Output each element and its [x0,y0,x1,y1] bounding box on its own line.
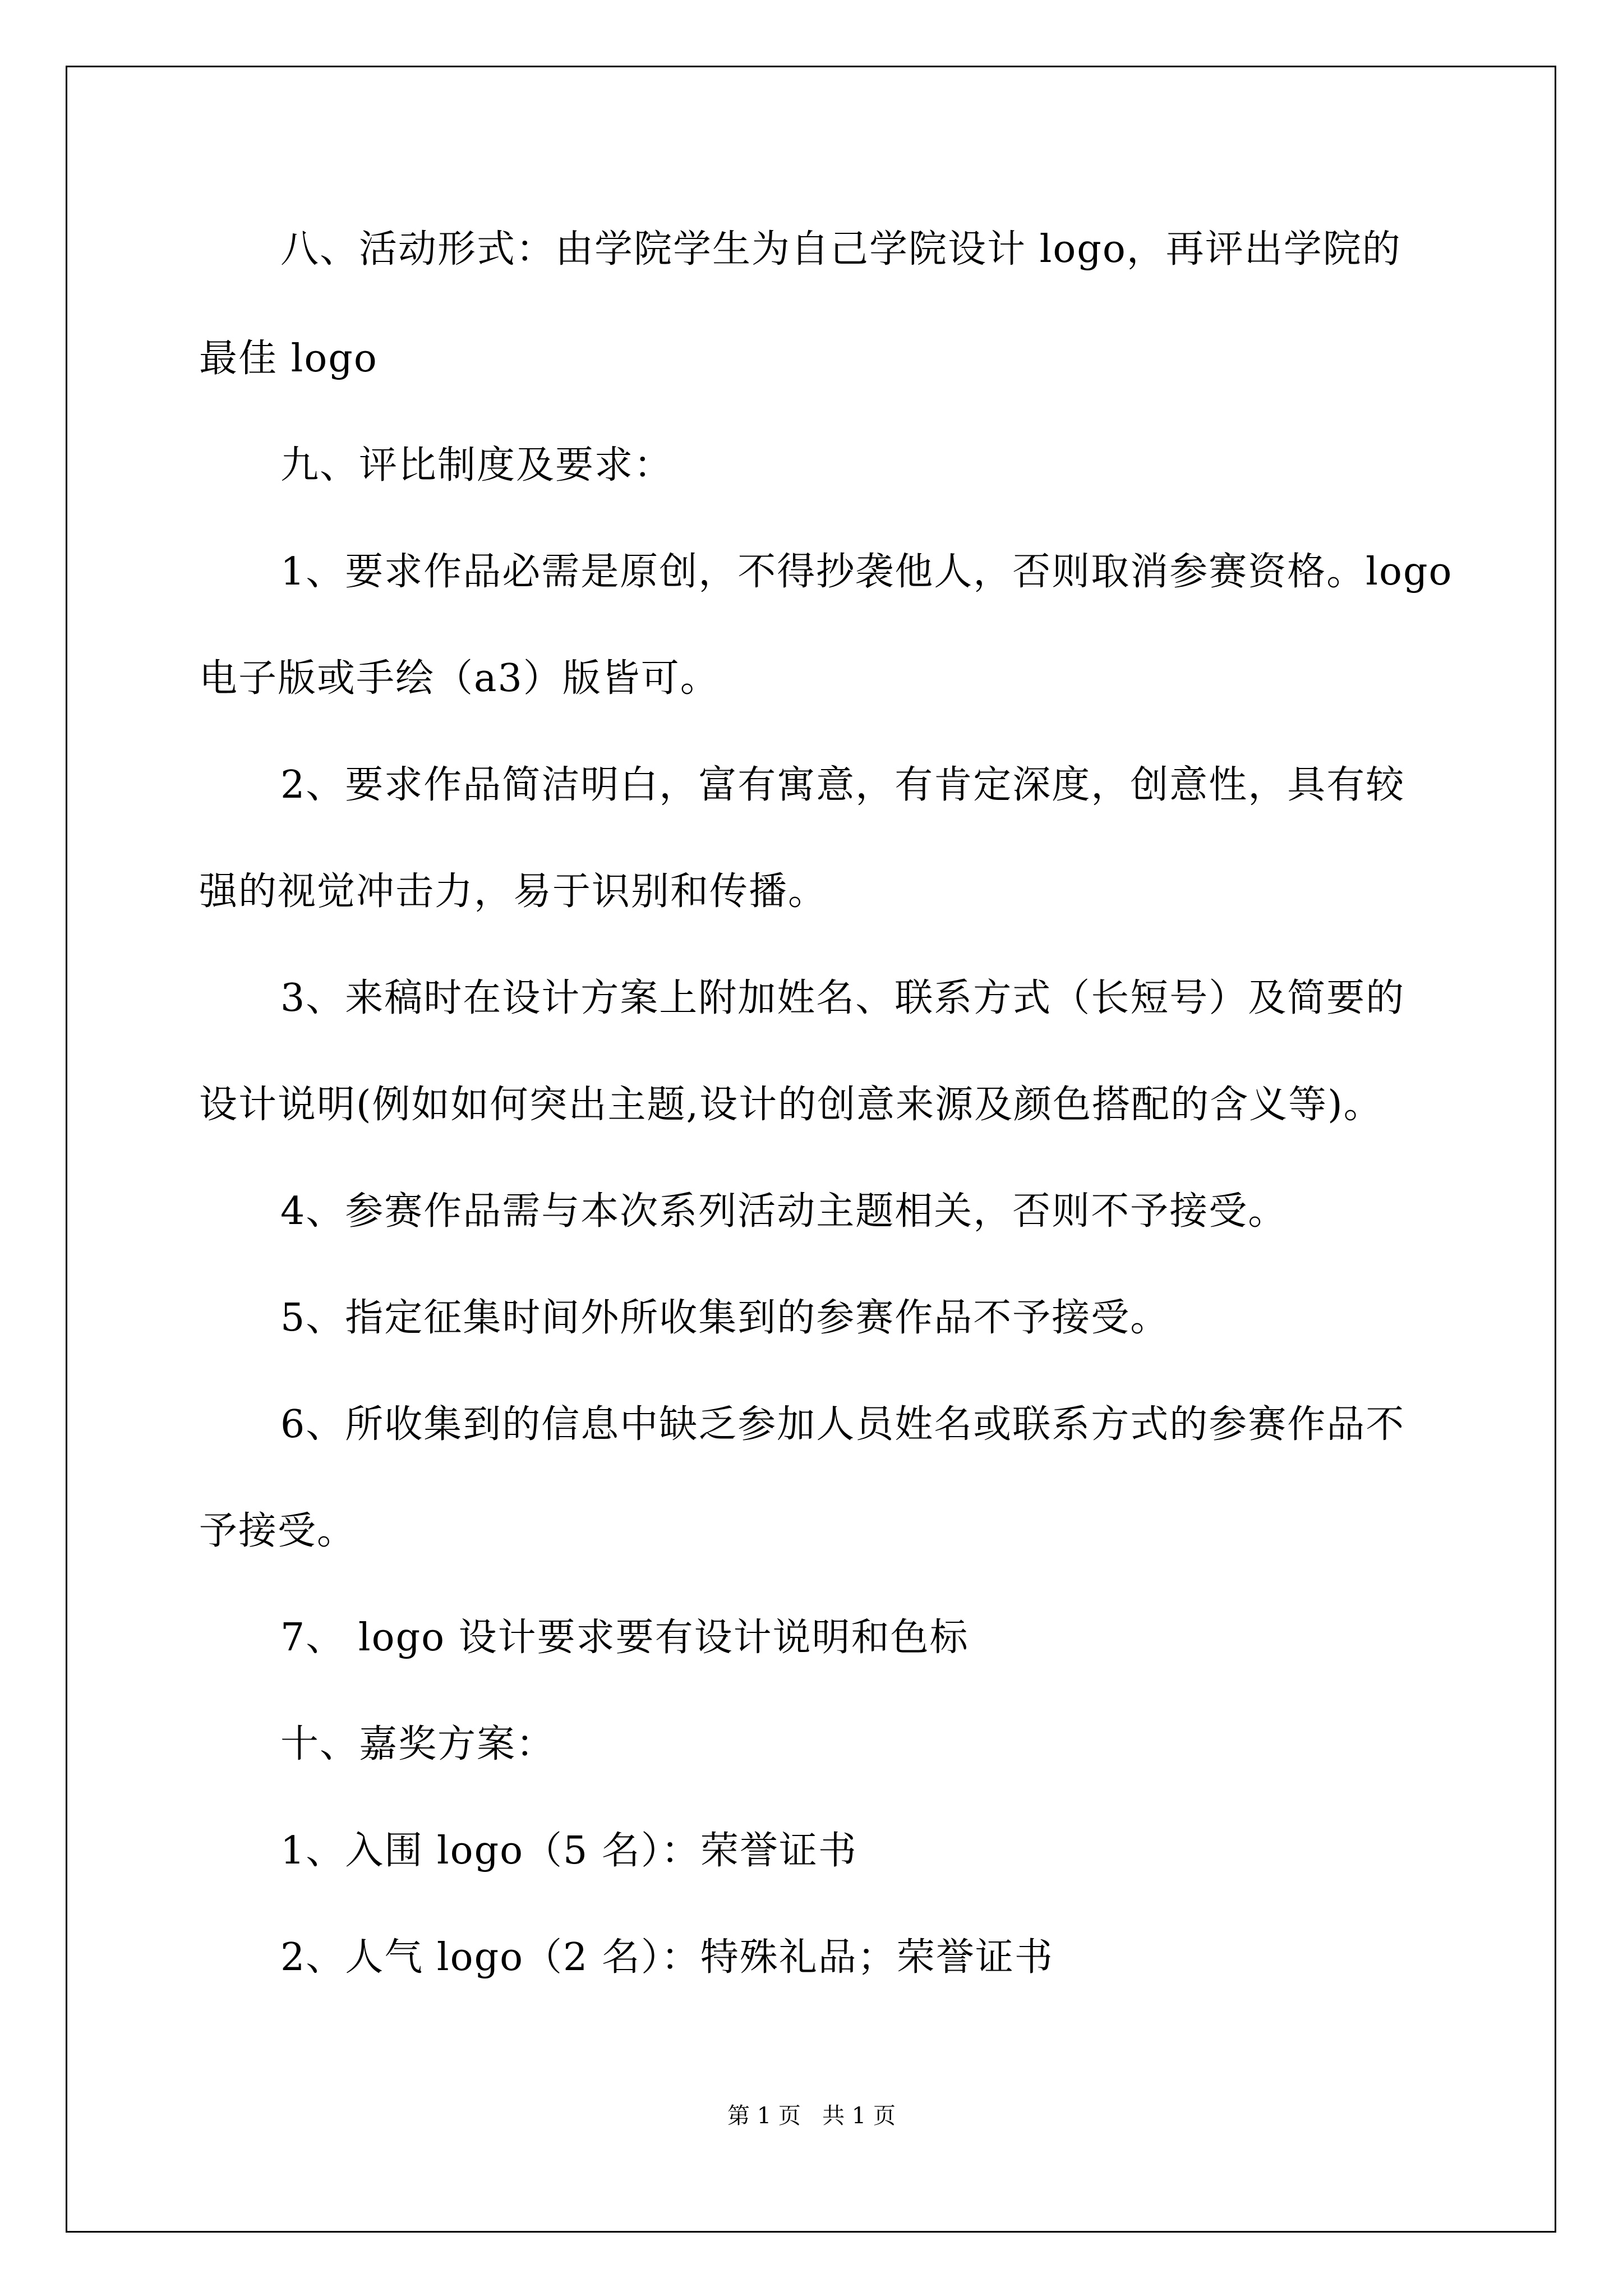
paragraph-line: 强的视觉冲击力，易于识别和传播。 [199,869,828,914]
paragraph-line: 2、人气 logo（2 名）：特殊礼品；荣誉证书 [280,1935,1054,1980]
section-heading: 九、评比制度及要求： [280,443,674,487]
paragraph-line: 1、要求作品必需是原创，不得抄袭他人，否则取消参赛资格。logo [280,550,1453,594]
paragraph-line: 7、 logo 设计要求要有设计说明和色标 [280,1616,969,1660]
paragraph-line: 6、所收集到的信息中缺乏参加人员姓名或联系方式的参赛作品不 [280,1402,1405,1447]
paragraph-line: 八、活动形式：由学院学生为自己学院设计 logo，再评出学院的 [280,227,1401,272]
paragraph-line: 1、入围 logo（5 名）：荣誉证书 [280,1829,857,1873]
paragraph-line: 最佳 logo [199,337,378,381]
paragraph-line: 予接受。 [199,1509,357,1553]
section-heading: 十、嘉奖方案： [280,1722,556,1766]
paragraph-line: 4、参赛作品需与本次系列活动主题相关，否则不予接受。 [280,1189,1288,1234]
paragraph-line: 3、来稿时在设计方案上附加姓名、联系方式（长短号）及简要的 [280,976,1405,1020]
page-footer: 第 1 页 共 1 页 [727,2103,896,2129]
paragraph-line: 5、指定征集时间外所收集到的参赛作品不予接受。 [280,1296,1170,1340]
paragraph-line: 设计说明(例如如何突出主题,设计的创意来源及颜色搭配的含义等)。 [199,1083,1383,1127]
paragraph-line: 2、要求作品简洁明白，富有寓意，有肯定深度，创意性，具有较 [280,763,1405,807]
page-border [66,66,1556,2233]
paragraph-line: 电子版或手绘（a3）版皆可。 [199,656,720,701]
